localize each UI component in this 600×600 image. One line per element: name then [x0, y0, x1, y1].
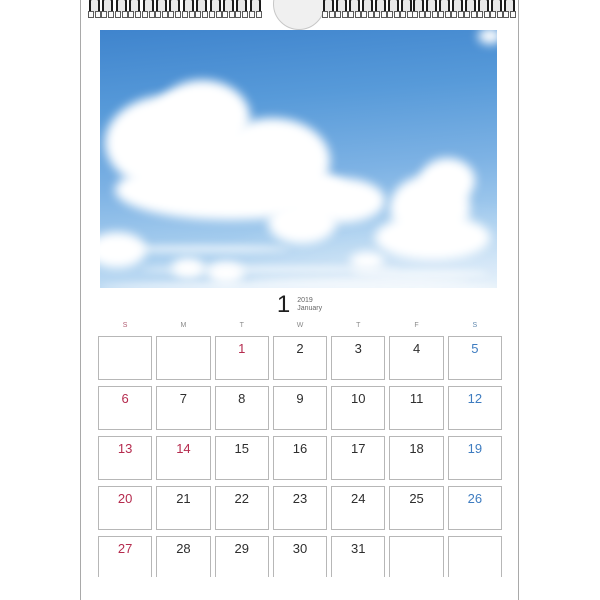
day-cell: 20 — [98, 486, 152, 530]
day-cell: 25 — [389, 486, 443, 530]
cloud — [478, 30, 497, 44]
month-name-label: January — [297, 305, 323, 313]
day-cell: 30 — [273, 536, 327, 577]
day-cell: 24 — [331, 486, 385, 530]
weekday-header: W — [296, 322, 304, 329]
empty-day-cell — [156, 336, 210, 380]
weekday-header: T — [356, 322, 361, 329]
binding-loop — [375, 0, 386, 13]
weekday-header-row — [98, 322, 502, 329]
cloud — [420, 158, 475, 203]
empty-day-cell — [448, 536, 502, 577]
binding-loop — [504, 0, 515, 13]
day-cell: 11 — [389, 386, 443, 430]
year-month-block — [297, 293, 322, 314]
binding-loop — [169, 0, 180, 13]
day-cell: 22 — [215, 486, 269, 530]
binding-loop — [388, 0, 399, 13]
binding-loop — [349, 0, 360, 13]
day-cell: 3 — [331, 336, 385, 380]
day-cell: 26 — [448, 486, 502, 530]
empty-day-cell — [389, 536, 443, 577]
binding-loops-left — [89, 0, 261, 13]
binding-loop — [323, 0, 334, 13]
binding-loop — [250, 0, 261, 13]
day-cell: 2 — [273, 336, 327, 380]
day-cell: 5 — [448, 336, 502, 380]
cloud — [268, 202, 336, 244]
binding-loop — [236, 0, 247, 13]
binding-loop — [465, 0, 476, 13]
weekday-header: S — [472, 322, 478, 329]
month-number: 1 — [276, 291, 291, 318]
binding-loop — [116, 0, 127, 13]
sky-photo — [100, 30, 497, 288]
day-cell: 21 — [156, 486, 210, 530]
binding-loop — [362, 0, 373, 13]
day-cell: 31 — [331, 536, 385, 577]
cloud-wisp — [110, 245, 290, 253]
year-label: 2019 — [297, 297, 313, 304]
day-cell: 23 — [273, 486, 327, 530]
day-cell: 9 — [273, 386, 327, 430]
cloud-wisp — [100, 282, 497, 288]
day-cell: 12 — [448, 386, 502, 430]
weekday-header: M — [180, 322, 187, 329]
day-cell: 19 — [448, 436, 502, 480]
binding-loop — [413, 0, 424, 13]
day-cell: 13 — [98, 436, 152, 480]
month-header — [81, 293, 518, 317]
day-cell: 29 — [215, 536, 269, 577]
day-cell: 14 — [156, 436, 210, 480]
binding-loop — [401, 0, 412, 13]
binding-loop — [129, 0, 140, 13]
hanger-hole — [273, 0, 325, 30]
day-cell: 4 — [389, 336, 443, 380]
weekday-header: F — [414, 322, 419, 329]
binding-loop — [196, 0, 207, 13]
calendar-grid — [98, 336, 502, 577]
binding-loop — [491, 0, 502, 13]
weekday-header: T — [239, 322, 244, 329]
empty-day-cell — [98, 336, 152, 380]
binding-loop — [426, 0, 437, 13]
weekday-header: S — [122, 322, 128, 329]
day-cell: 10 — [331, 386, 385, 430]
wire-binding — [81, 0, 518, 22]
day-cell: 18 — [389, 436, 443, 480]
binding-loop — [183, 0, 194, 13]
cloud-wisp — [350, 270, 490, 278]
binding-loop — [452, 0, 463, 13]
day-cell: 28 — [156, 536, 210, 577]
binding-loop — [336, 0, 347, 13]
binding-loop — [478, 0, 489, 13]
day-cell: 7 — [156, 386, 210, 430]
binding-loop — [143, 0, 154, 13]
binding-loop — [156, 0, 167, 13]
day-cell: 15 — [215, 436, 269, 480]
binding-loop — [223, 0, 234, 13]
day-cell: 16 — [273, 436, 327, 480]
binding-loop — [89, 0, 100, 13]
calendar-paper — [80, 0, 519, 600]
cloud — [375, 215, 490, 260]
day-cell: 8 — [215, 386, 269, 430]
day-cell: 17 — [331, 436, 385, 480]
binding-loops-right — [323, 0, 515, 13]
binding-loop — [210, 0, 221, 13]
day-cell: 27 — [98, 536, 152, 577]
day-cell: 6 — [98, 386, 152, 430]
binding-loop — [102, 0, 113, 13]
day-cell: 1 — [215, 336, 269, 380]
binding-loop — [439, 0, 450, 13]
